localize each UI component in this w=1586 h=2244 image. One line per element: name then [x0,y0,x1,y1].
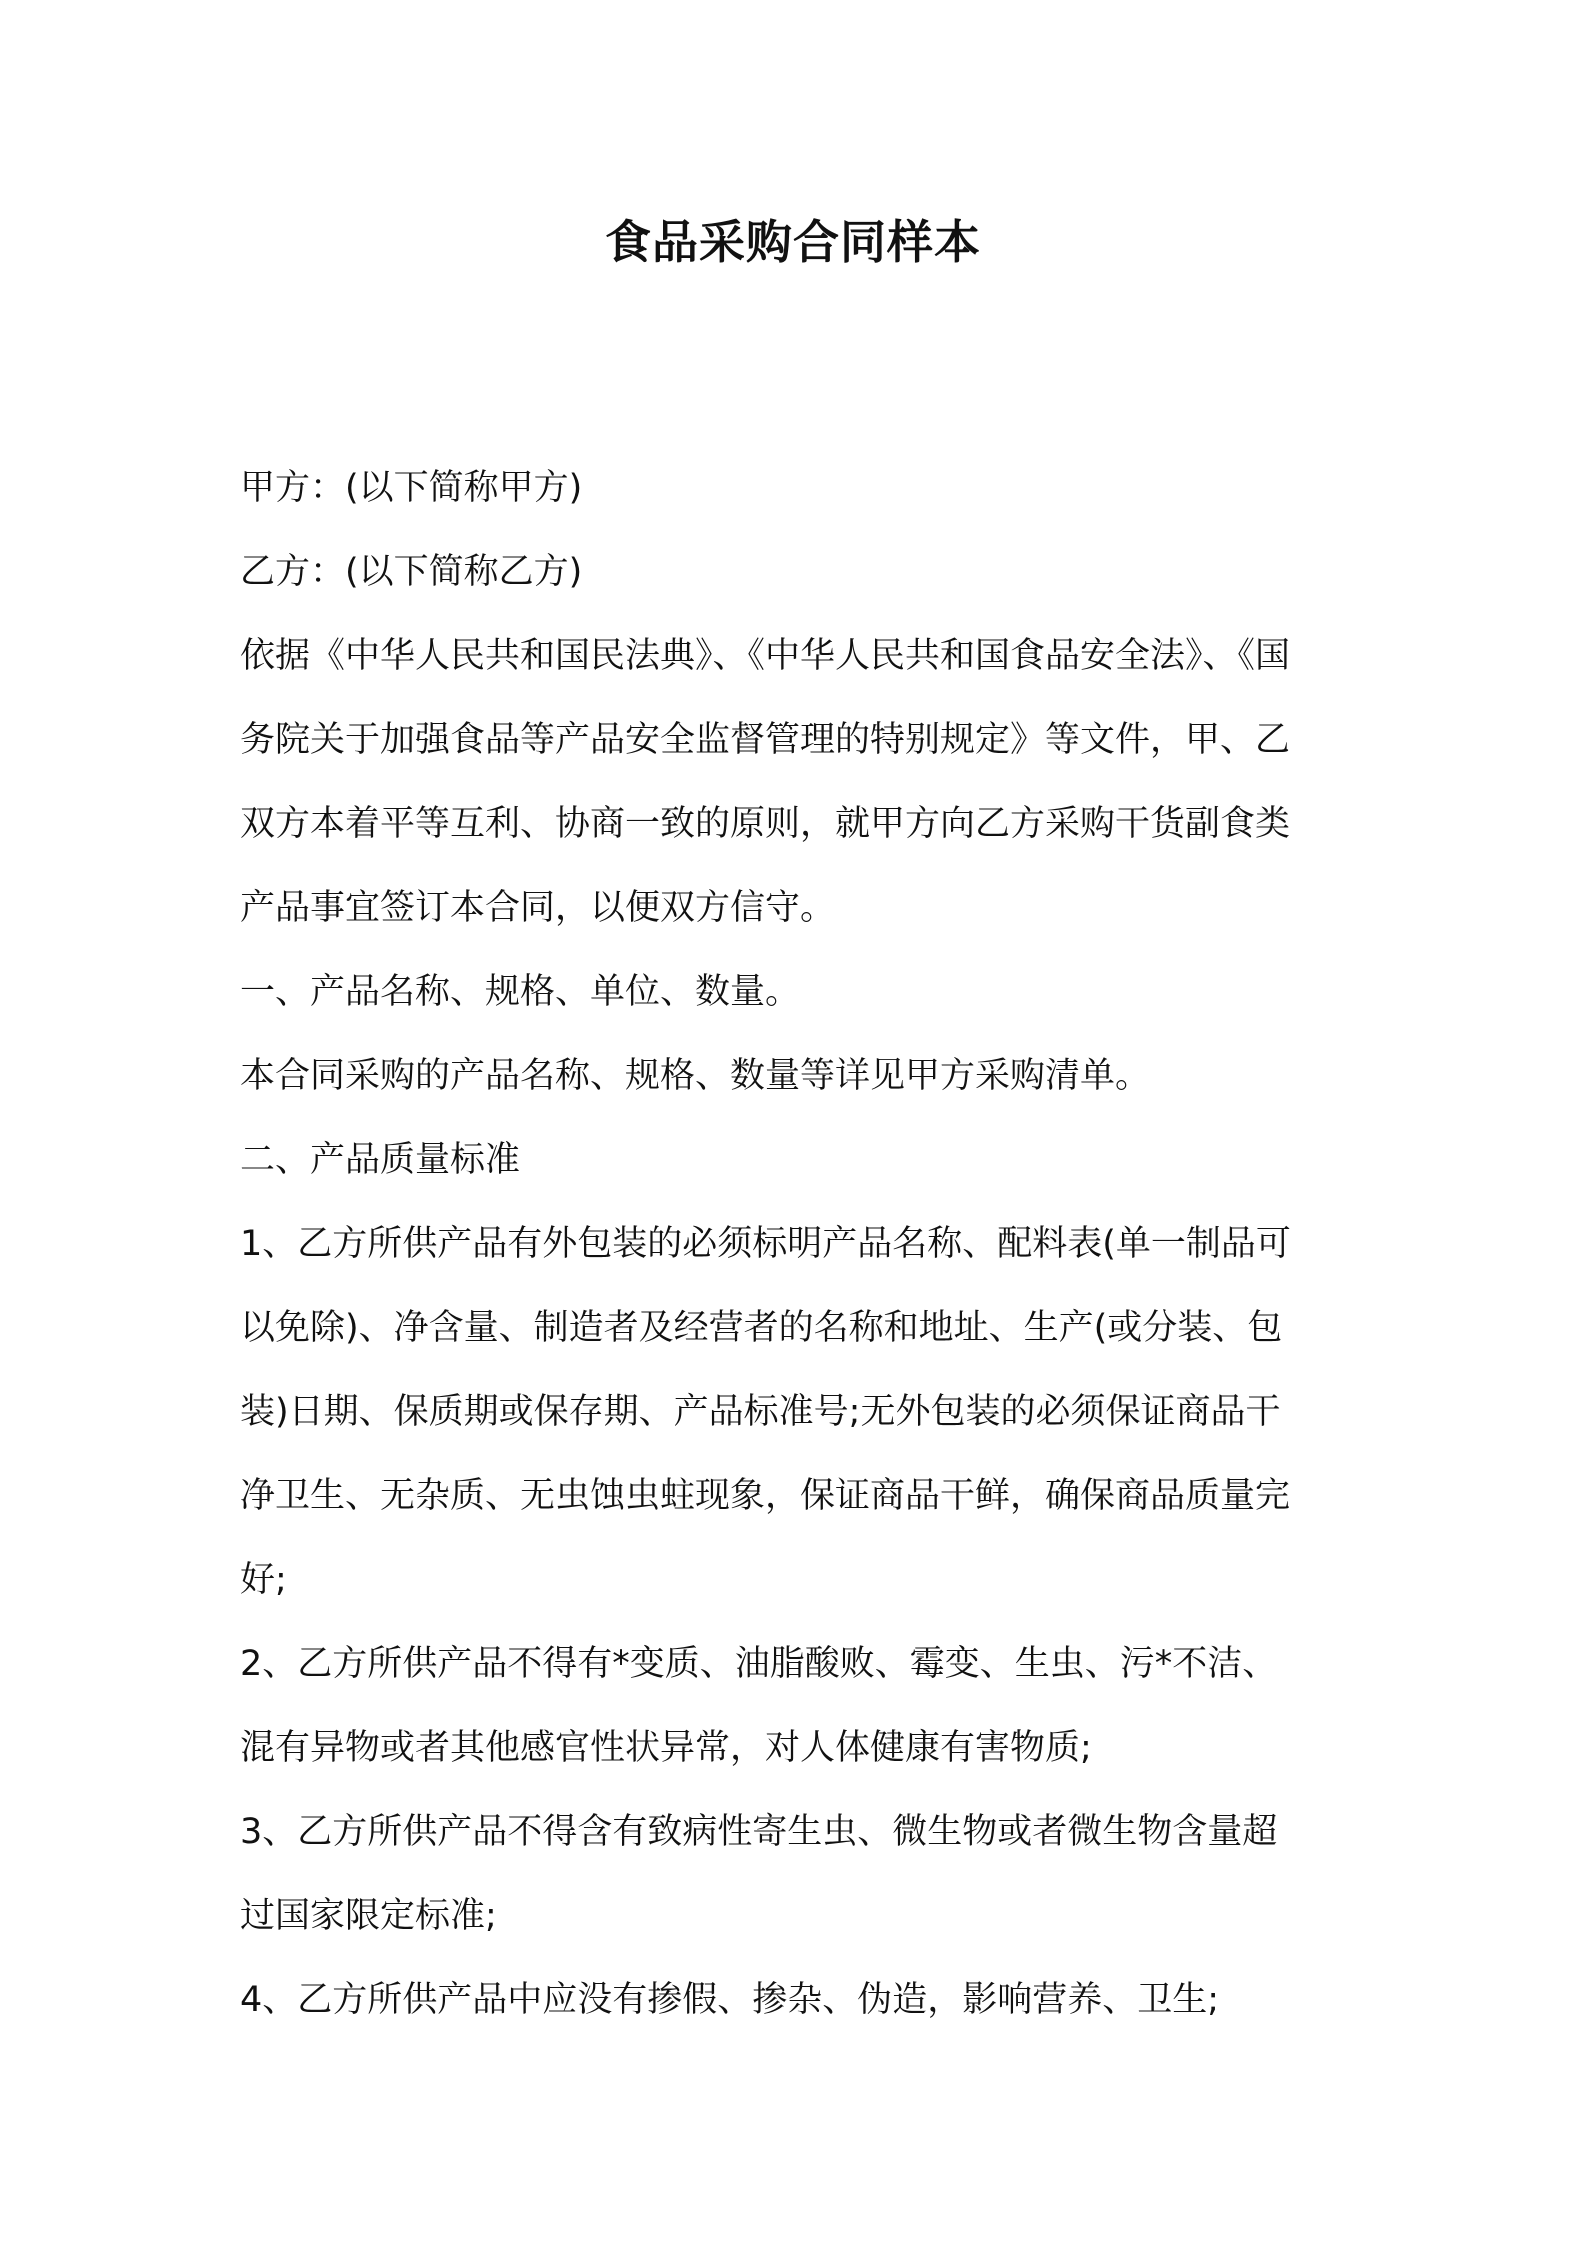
clause-1-line: 1、乙方所供产品有外包装的必须标明产品名称、配料表(单一制品可 [240,1224,1291,1264]
document-title: 食品采购合同样本 [605,215,981,269]
clause-2-line: 2、乙方所供产品不得有*变质、油脂酸败、霉变、生虫、污*不洁、 [240,1644,1278,1684]
clause-1-line: 装)日期、保质期或保存期、产品标准号;无外包装的必须保证商品干 [240,1392,1281,1432]
clause-3-line: 3、乙方所供产品不得含有致病性寄生虫、微生物或者微生物含量超 [240,1812,1278,1852]
clause-3-line: 过国家限定标准; [240,1896,497,1936]
clause-1-line: 好; [240,1560,287,1600]
preamble-line: 依据《中华人民共和国民法典》、《中华人民共和国食品安全法》、《国 [240,636,1291,676]
party-b-line: 乙方：(以下简称乙方) [240,552,583,592]
clause-2-line: 混有异物或者其他感官性状异常，对人体健康有害物质; [240,1728,1092,1768]
section-1-text: 本合同采购的产品名称、规格、数量等详见甲方采购清单。 [240,1056,1151,1096]
preamble-line: 产品事宜签订本合同，以便双方信守。 [240,888,836,928]
document-body [240,446,1360,2042]
clause-1-line: 以免除)、净含量、制造者及经营者的名称和地址、生产(或分装、包 [240,1308,1283,1348]
section-heading-1: 一、产品名称、规格、单位、数量。 [240,972,801,1012]
clause-1-line: 净卫生、无杂质、无虫蚀虫蛀现象，保证商品干鲜，确保商品质量完 [240,1476,1291,1516]
clause-4-line: 4、乙方所供产品中应没有掺假、掺杂、伪造，影响营养、卫生; [240,1980,1220,2020]
party-a-line: 甲方：(以下简称甲方) [240,468,583,508]
section-heading-2: 二、产品质量标准 [240,1140,521,1180]
preamble-line: 双方本着平等互利、协商一致的原则，就甲方向乙方采购干货副食类 [240,804,1291,844]
preamble-line: 务院关于加强食品等产品安全监督管理的特别规定》等文件，甲、乙 [240,720,1291,760]
